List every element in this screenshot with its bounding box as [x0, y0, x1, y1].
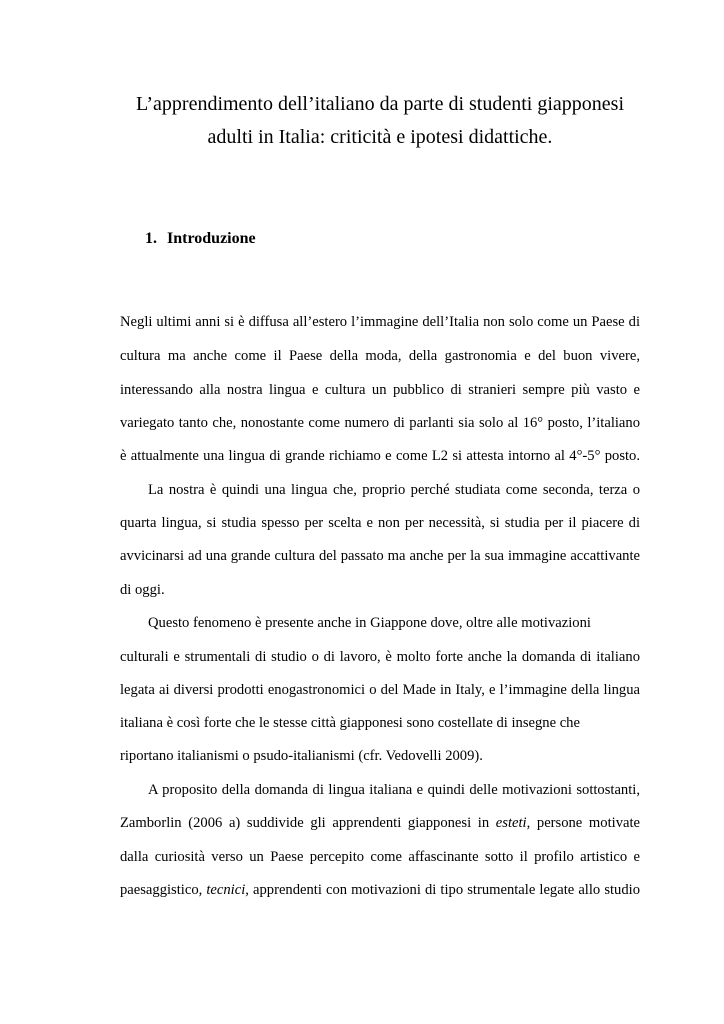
section-heading	[145, 230, 256, 248]
body-line: di oggi.	[120, 582, 165, 598]
body-line: italiana è così forte che le stesse città giapponesi sono costellate di insegne che	[120, 715, 580, 731]
body-line: A proposito della domanda di lingua italiana e quindi delle motivazioni sottostanti,	[148, 782, 640, 798]
body-line: interessando alla nostra lingua e cultura un pubblico di stranieri sempre più vasto e	[120, 382, 640, 398]
section-number: 1.	[145, 230, 157, 247]
body-line: Questo fenomeno è presente anche in Giappone dove, oltre alle motivazioni	[148, 615, 591, 631]
body-line: dalla curiosità verso un Paese percepito come affascinante sotto il profilo artistico e	[120, 849, 640, 865]
emphasis-term: tecnici	[206, 882, 246, 898]
body-line: La nostra è quindi una lingua che, proprio perché studiata come seconda, terza o	[148, 482, 640, 498]
body-line: culturali e strumentali di studio o di lavoro, è molto forte anche la domanda di italiano	[120, 649, 640, 665]
body-text: , persone motivate	[526, 815, 641, 831]
paper-title-line-2: adulti in Italia: criticità e ipotesi didattiche.	[207, 126, 553, 148]
body-line: cultura ma anche come il Paese della moda, della gastronomia e del buon vivere,	[120, 348, 640, 364]
body-line	[120, 880, 640, 900]
body-text: Zamborlin (2006 a) suddivide gli apprendenti giapponesi in	[120, 815, 496, 831]
body-text: paesaggistico,	[120, 882, 207, 898]
emphasis-term: esteti	[495, 815, 527, 831]
body-line: avvicinarsi ad una grande cultura del passato ma anche per la sua immagine accattivante	[120, 548, 640, 564]
body-line	[120, 813, 640, 833]
body-line: è attualmente una lingua di grande richiamo e come L2 si attesta intorno al 4°-5° posto.	[120, 448, 640, 464]
paper-title-line-1: L’apprendimento dell’italiano da parte di studenti giapponesi	[135, 93, 625, 115]
body-line: Negli ultimi anni si è diffusa all’estero l’immagine dell’Italia non solo come un Paese di	[120, 314, 640, 330]
body-line: quarta lingua, si studia spesso per scelta e non per necessità, si studia per il piacere di	[120, 515, 640, 531]
body-text: , apprendenti con motivazioni di tipo strumentale legate allo studio	[245, 882, 640, 898]
body-line: riportano italianismi o psudo-italianismi (cfr. Vedovelli 2009).	[120, 748, 483, 764]
body-line: legata ai diversi prodotti enogastronomici o del Made in Italy, e l’immagine della lingua	[120, 682, 640, 698]
paper-title	[90, 88, 670, 154]
body-line: variegato tanto che, nonostante come numero di parlanti sia solo al 16° posto, l’italiano	[120, 415, 640, 431]
section-title: Introduzione	[167, 230, 256, 247]
